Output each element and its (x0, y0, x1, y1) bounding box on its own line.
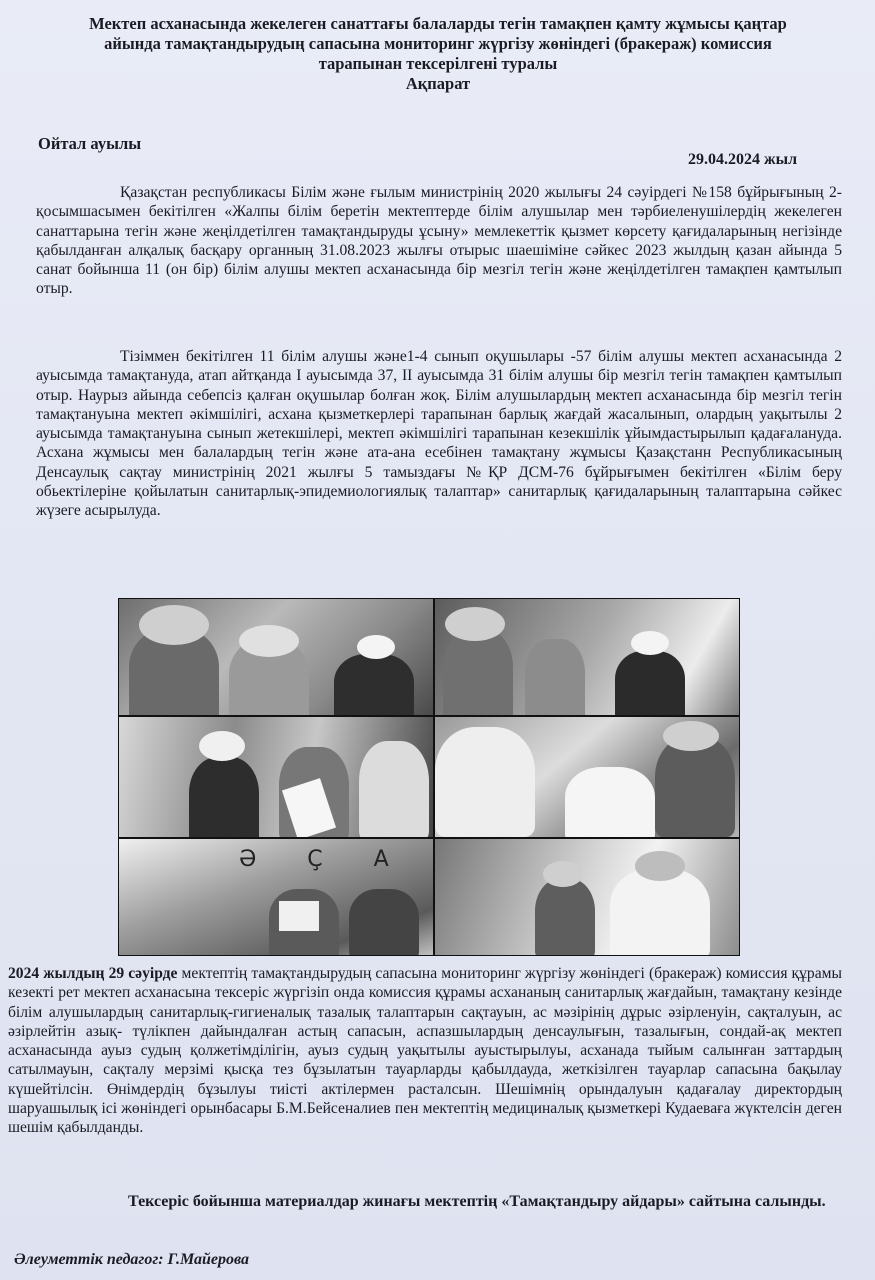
photo-inspection-4 (434, 716, 740, 838)
materials-note: Тексеріс бойынша материалдар жинағы мектептің «Тамақтандыру айдары» сайтына салынды. (128, 1193, 826, 1210)
paragraph-3 (8, 964, 842, 1138)
inspection-date-bold: 2024 жылдың 29 сәуірде (8, 965, 178, 982)
photo-sign-letters: Ә Ç А (239, 847, 411, 872)
paragraph-1: Қазақстан республикасы Білім және ғылым министрінің 2020 жылығы 24 сәуірдегі №158 бұйрығының 2-қосымшасымен бекітілген «Жалпы білім беретін мектептерде білім алушылар мен тәрбиеленушілердің жекелеген санаттарына тегін және жеңілдетілген тамақтандыруды ұсыну» мемлекеттік қызмет көрсету қағидаларының негізінде қабылданған алқалық басқару органның 31.08.2023 жылғы отырыс шаешіміне сәйкес 2023 жылдың қазан айында 5 санат бойынша 11 (он бір) білім алушы мектеп асханасында бір мезгіл тегін және жеңілдетілген тамақпен қамтылып отыр. (36, 184, 842, 298)
signature: Әлеуметтік педагог: Г.Майерова (14, 1251, 250, 1268)
photo-inspection-2 (434, 598, 740, 716)
paragraph-3-text: мектептің тамақтандырудың сапасына мониторинг жүргізу жөніндегі (бракераж) комиссия құрамы кезекті рет мектеп асханасына тексеріс жүргізіп онда комиссия құрамы асхананың санитарлық жағдайын, тамақтану кезінде білім алушылардың санитарлық-гигиеналық тазалық талаптарын сақтауын, ас мәзірінің дұрыс әзірленуін, сақталуын, ас әзірлейтін азық- түлікпен дайындалған астың сапасын, аспазшылардың денсаулығын, тазалығын, сондай-ақ мектеп асханасында ауыз судың қолжетімділігін, ауыз судың уақытылы ауыстырылуы, асханада тыйым салынған заттардың сатылмауын, сақталу мерзімі қысқа тез бұзылатын тауарларды қабылдауда, жеткізілген тауарлар сапасына бақылау күшейтілсін. Өнімдердің бұзылуы тиісті актілермен расталсын. Шешімнің орындалуын қадағалау директордың шаруашылық ісі жөніндегі орынбасары Б.М.Бейсеналиев пен мектептің медициналық қызметкері Кудаеваға жүктелсін деген шешім қабылданды. (8, 965, 842, 1137)
title-line-1: Мектеп асханасында жекелеген санаттағы балаларды тегін тамақпен қамту жұмысы қаңтар (89, 14, 787, 33)
photo-collage (118, 598, 740, 956)
document-title (8, 14, 868, 94)
document-date: 29.04.2024 жыл (688, 151, 798, 168)
title-line-2: айында тамақтандырудың сапасына мониторинг жүргізу жөніндегі (бракераж) комиссия (104, 34, 772, 53)
title-line-4: Ақпарат (405, 74, 471, 93)
photo-inspection-3 (118, 716, 434, 838)
photo-inspection-1 (118, 598, 434, 716)
photo-inspection-6 (434, 838, 740, 956)
paragraph-2: Тізіммен бекітілген 11 білім алушы және1-4 сынып оқушылары -57 білім алушы мектеп асханасында 2 ауысымда тамақтануда, атап айтқанда І ауысымда 37, ІІ ауысымда 31 білім алушы бір мезгіл тегін тамақпен қамтылып отыр. Наурыз айында себепсіз қалған оқушылар болған жоқ. Білім алушылардың мектеп асханасында бір мезгіл тегін тамақтануына мектеп әкімшілігі, асхана қызметкерлері тарапынан барлық жағдай жасалынып, олардың уақытылы 2 ауысымда тамақтануына сынып жетекшілері, мектеп әкімшілігі тарапынан кезекшілік ұйымдастырылып қадағалануда. Асхана жұмысы мен балалардың тегін және ата-ана есебінен тамақтану жұмысы Қазақстанн Республикасының Денсаулық сақтау министрінің 2021 жылғы 5 тамыздағы №ҚР ДСМ-76 бұйрығымен бекітілген «Білім беру обьектілеріне қойылатын санитарлық-эпидемиологиялық талаптар» санитарлық қағидаларының талаптарына сәйкес жүзеге асырылуда. (36, 348, 842, 520)
photo-inspection-5 (118, 838, 434, 956)
title-line-3: тарапынан тексерілгені туралы (318, 54, 558, 73)
village-name: Ойтал ауылы (38, 134, 142, 153)
